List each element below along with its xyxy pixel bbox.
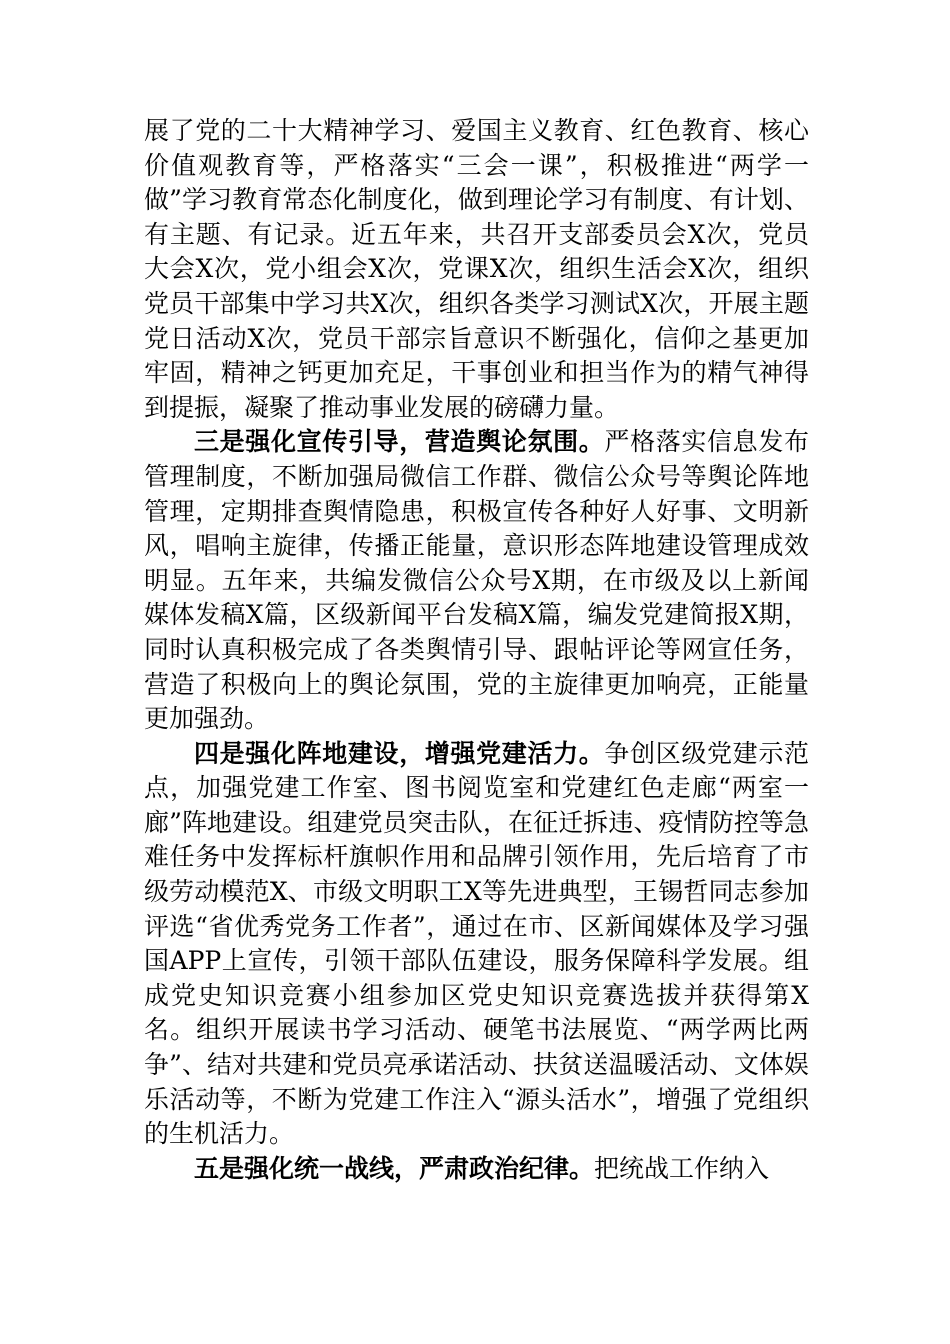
paragraph-position-building (144, 737, 809, 1152)
paragraph-continuation (144, 114, 809, 425)
paragraph-text: 展了党的二十大精神学习、爱国主义教育、红色教育、核心价值观教育等，严格落实“三会一课”，积极推进“两学一做”学习教育常态化制度化，做到理论学习有制度、有计划、有主题、有记录。近五年来，共召开支部委员会X次，党员大会X次，党小组会X次，党课X次，组织生活会X次，组织党员干部集中学习共X次，组织各类学习测试X次，开展主题党日活动X次，党员干部宗旨意识不断强化，信仰之基更加牢固，精神之钙更加充足，干事创业和担当作为的精气神得到提振，凝聚了推动事业发展的磅礴力量。 (144, 116, 809, 422)
paragraph-heading: 五是强化统一战线，严肃政治纪律。 (194, 1153, 595, 1183)
document-body (144, 114, 809, 1186)
paragraph-text: 争创区级党建示范点，加强党建工作室、图书阅览室和党建红色走廊“两室一廊”阵地建设。组建党员突击队，在征迁拆违、疫情防控等急难任务中发挥标杆旗帜作用和品牌引领作用，先后培育了市级劳动模范X、市级文明职工X等先进典型，王锡哲同志参加评选“省优秀党务工作者”，通过在市、区新闻媒体及学习强国APP上宣传，引领干部队伍建设，服务保障科学发展。组成党史知识竞赛小组参加区党史知识竞赛选拔并获得第X名。组织开展读书学习活动、硬笔书法展览、“两学两比两争”、结对共建和党员亮承诺活动、扶贫送温暖活动、文体娱乐活动等，不断为党建工作注入“源头活水”，增强了党组织的生机活力。 (144, 738, 809, 1149)
paragraph-propaganda (144, 425, 809, 736)
paragraph-heading: 四是强化阵地建设，增强党建活力。 (194, 738, 605, 768)
paragraph-heading: 三是强化宣传引导，营造舆论氛围。 (194, 427, 605, 457)
paragraph-united-front (144, 1152, 809, 1187)
paragraph-text: 严格落实信息发布管理制度，不断加强局微信工作群、微信公众号等舆论阵地管理，定期排查舆情隐患，积极宣传各种好人好事、文明新风，唱响主旋律，传播正能量，意识形态阵地建设管理成效明显。五年来，共编发微信公众号X期，在市级及以上新闻媒体发稿X篇，区级新闻平台发稿X篇，编发党建简报X期，同时认真积极完成了各类舆情引导、跟帖评论等网宣任务，营造了积极向上的舆论氛围，党的主旋律更加响亮，正能量更加强劲。 (144, 427, 809, 734)
paragraph-text: 把统战工作纳入 (594, 1153, 770, 1183)
